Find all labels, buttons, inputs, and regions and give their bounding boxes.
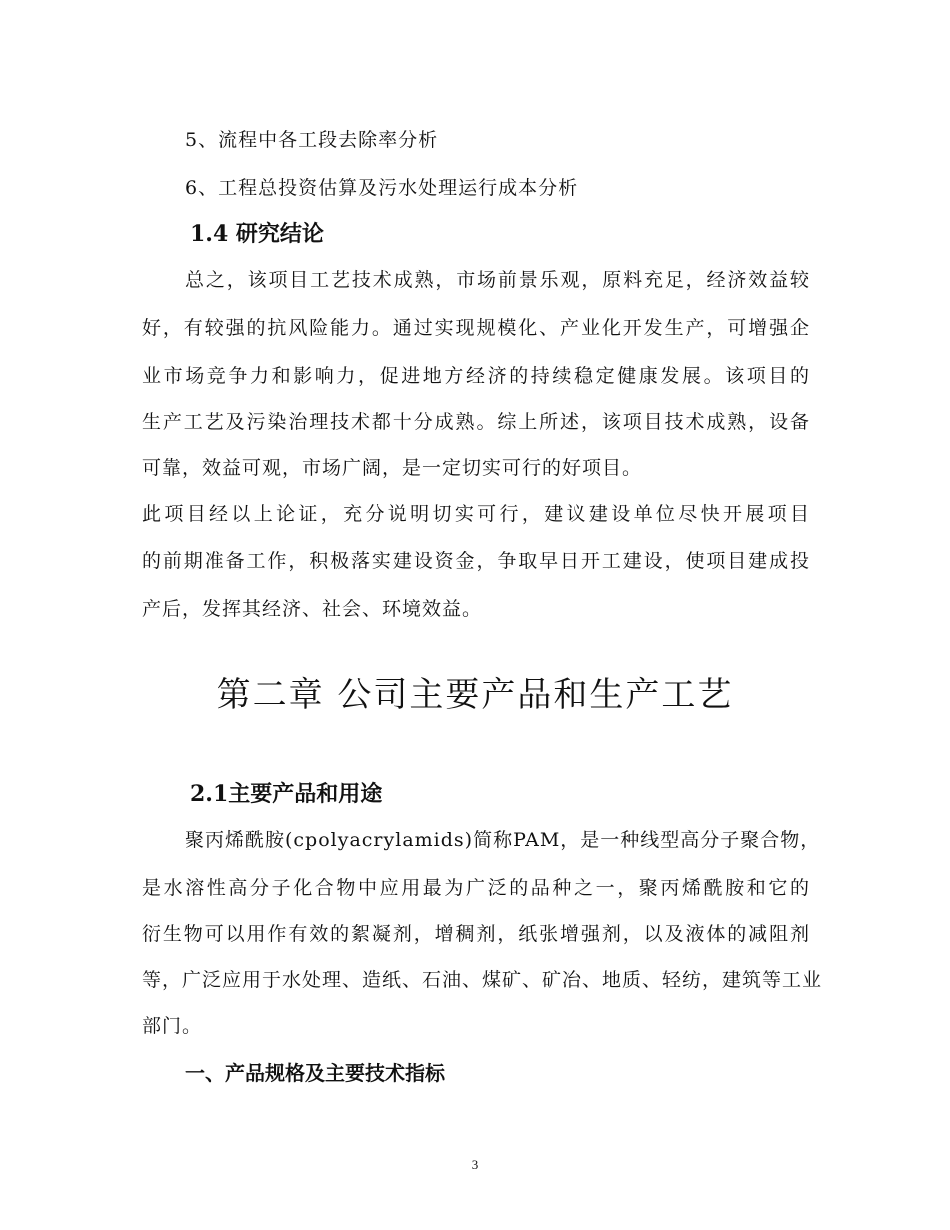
paragraph-line: 是水溶性高分子化合物中应用最为广泛的品种之一，聚丙烯酰胺和它的 bbox=[142, 877, 810, 899]
chapter-title: 第二章 公司主要产品和生产工艺 bbox=[216, 675, 734, 715]
paragraph-line: 衍生物可以用作有效的絮凝剂，增稠剂，纸张增强剂，以及液体的减阻剂 bbox=[142, 923, 810, 945]
paragraph-line: 可靠，效益可观，市场广阔，是一定切实可行的好项目。 bbox=[142, 457, 643, 479]
paragraph-line: 的前期准备工作，积极落实建设资金，争取早日开工建设，使项目建成投 bbox=[142, 550, 810, 572]
paragraph-line: 等，广泛应用于水处理、造纸、石油、煤矿、矿冶、地质、轻纺，建筑等工业 bbox=[142, 969, 823, 991]
paragraph-line: 部门。 bbox=[142, 1015, 203, 1037]
subsection-heading: 一、产品规格及主要技术指标 bbox=[185, 1061, 445, 1085]
section-heading: 2.1主要产品和用途 bbox=[190, 781, 383, 807]
paragraph-line: 聚丙烯酰胺(cpolyacrylamids)简称PAM，是一种线型高分子聚合物， bbox=[185, 829, 821, 851]
paragraph-line: 产后，发挥其经济、社会、环境效益。 bbox=[142, 598, 483, 620]
paragraph-line: 此项目经以上论证，充分说明切实可行，建议建设单位尽快开展项目 bbox=[142, 503, 810, 525]
page-number: 3 bbox=[471, 1157, 479, 1172]
paragraph-line: 总之，该项目工艺技术成熟，市场前景乐观，原料充足，经济效益较 bbox=[185, 269, 810, 291]
paragraph-line: 生产工艺及污染治理技术都十分成熟。综上所述，该项目技术成熟，设备 bbox=[142, 411, 810, 433]
section-heading: 1.4 研究结论 bbox=[190, 221, 324, 247]
paragraph-line: 好，有较强的抗风险能力。通过实现规模化、产业化开发生产，可增强企 bbox=[142, 317, 810, 339]
paragraph-line: 业市场竞争力和影响力，促进地方经济的持续稳定健康发展。该项目的 bbox=[142, 365, 810, 387]
list-item: 5、流程中各工段去除率分析 bbox=[185, 129, 439, 151]
list-item: 6、工程总投资估算及污水处理运行成本分析 bbox=[185, 177, 579, 199]
